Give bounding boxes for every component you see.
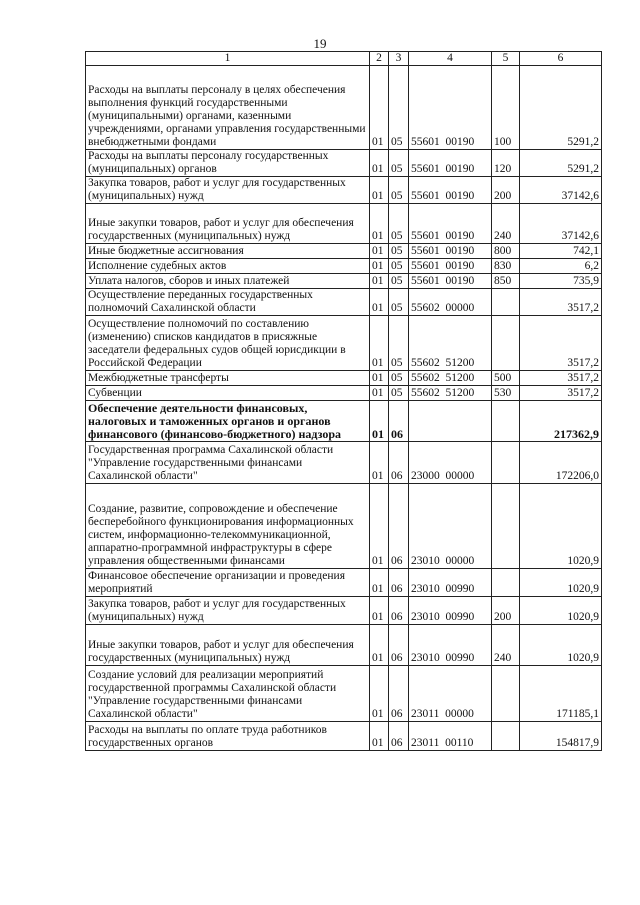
row-amount: 5291,2: [520, 66, 602, 150]
row-expense-type: 200: [492, 597, 520, 625]
row-name: Иные бюджетные ассигнования: [86, 244, 370, 259]
table-row: [86, 244, 602, 259]
row-amount: 3517,2: [520, 386, 602, 401]
row-name: Закупка товаров, работ и услуг для государственных (муниципальных) нужд: [86, 597, 370, 625]
table-row: [86, 666, 602, 722]
row-article: 23011 00110: [409, 722, 492, 751]
row-article: [409, 401, 492, 442]
col-header-amount: 6: [520, 52, 602, 66]
row-subsection: 05: [389, 204, 409, 244]
row-article: 23011 00000: [409, 666, 492, 722]
table-row: [86, 625, 602, 666]
row-name: Исполнение судебных актов: [86, 259, 370, 274]
table-row: [86, 66, 602, 150]
row-amount: 3517,2: [520, 289, 602, 316]
row-amount: 5291,2: [520, 150, 602, 177]
row-section: 01: [370, 150, 389, 177]
row-expense-type: [492, 484, 520, 569]
row-article: 23010 00990: [409, 569, 492, 597]
row-amount: 217362,9: [520, 401, 602, 442]
row-section: 01: [370, 386, 389, 401]
row-article: 55601 00190: [409, 274, 492, 289]
row-expense-type: [492, 569, 520, 597]
col-header-section: 2: [370, 52, 389, 66]
row-name: Расходы на выплаты по оплате труда работников государственных органов: [86, 722, 370, 751]
table-header-row: [86, 52, 602, 66]
table-body: [86, 66, 602, 751]
table-row: [86, 597, 602, 625]
row-subsection: 05: [389, 150, 409, 177]
row-section: 01: [370, 274, 389, 289]
row-name: Расходы на выплаты персоналу государственных (муниципальных) органов: [86, 150, 370, 177]
table-row: [86, 569, 602, 597]
table-row: [86, 259, 602, 274]
table-row: [86, 204, 602, 244]
row-name: Государственная программа Сахалинской области "Управление государственными финансами Сахалинской области": [86, 442, 370, 484]
row-name: Осуществление полномочий по составлению (изменению) списков кандидатов в присяжные заседатели федеральных судов общей юрисдикции в Российской Федерации: [86, 316, 370, 371]
row-article: 55601 00190: [409, 244, 492, 259]
row-section: 01: [370, 484, 389, 569]
row-article: 55601 00190: [409, 204, 492, 244]
row-section: 01: [370, 204, 389, 244]
row-section: 01: [370, 316, 389, 371]
row-amount: 1020,9: [520, 569, 602, 597]
row-subsection: 05: [389, 371, 409, 386]
row-subsection: 05: [389, 289, 409, 316]
row-name: Создание, развитие, сопровождение и обеспечение бесперебойного функционирования информационных систем, информационно-телекоммуникационной, аппаратно-программной инфраструктуры в сфере управления общественными финансами: [86, 484, 370, 569]
row-amount: 154817,9: [520, 722, 602, 751]
col-header-subsection: 3: [389, 52, 409, 66]
row-expense-type: 240: [492, 204, 520, 244]
row-subsection: 06: [389, 401, 409, 442]
row-subsection: 05: [389, 244, 409, 259]
table-row: [86, 289, 602, 316]
row-name: Субвенции: [86, 386, 370, 401]
row-subsection: 05: [389, 259, 409, 274]
row-article: 23010 00990: [409, 625, 492, 666]
row-subsection: 06: [389, 722, 409, 751]
row-section: 01: [370, 597, 389, 625]
row-section: 01: [370, 289, 389, 316]
row-name: Иные закупки товаров, работ и услуг для обеспечения государственных (муниципальных) нужд: [86, 204, 370, 244]
row-article: 55602 51200: [409, 371, 492, 386]
row-amount: 3517,2: [520, 316, 602, 371]
row-article: 55602 51200: [409, 386, 492, 401]
row-name: Финансовое обеспечение организации и проведения мероприятий: [86, 569, 370, 597]
row-article: 23000 00000: [409, 442, 492, 484]
row-subsection: 06: [389, 442, 409, 484]
table-row: [86, 484, 602, 569]
row-expense-type: [492, 401, 520, 442]
table-row: [86, 722, 602, 751]
row-name: Уплата налогов, сборов и иных платежей: [86, 274, 370, 289]
row-article: 55601 00190: [409, 150, 492, 177]
row-expense-type: [492, 722, 520, 751]
row-name: Межбюджетные трансферты: [86, 371, 370, 386]
row-name: Обеспечение деятельности финансовых, налоговых и таможенных органов и органов финансового (финансово-бюджетного) надзора: [86, 401, 370, 442]
budget-table: [85, 51, 602, 751]
row-section: 01: [370, 442, 389, 484]
row-amount: 735,9: [520, 274, 602, 289]
row-section: 01: [370, 625, 389, 666]
col-header-article: 4: [409, 52, 492, 66]
row-amount: 171185,1: [520, 666, 602, 722]
row-amount: 3517,2: [520, 371, 602, 386]
page-number: 19: [313, 36, 327, 51]
row-expense-type: 800: [492, 244, 520, 259]
table-row: [86, 150, 602, 177]
row-section: 01: [370, 401, 389, 442]
row-expense-type: 200: [492, 177, 520, 204]
row-amount: 172206,0: [520, 442, 602, 484]
row-article: 55602 51200: [409, 316, 492, 371]
row-article: 23010 00000: [409, 484, 492, 569]
row-amount: 1020,9: [520, 484, 602, 569]
row-amount: 37142,6: [520, 177, 602, 204]
row-subsection: 06: [389, 666, 409, 722]
row-subsection: 05: [389, 316, 409, 371]
row-amount: 37142,6: [520, 204, 602, 244]
row-amount: 742,1: [520, 244, 602, 259]
row-amount: 1020,9: [520, 625, 602, 666]
row-section: 01: [370, 259, 389, 274]
row-subsection: 05: [389, 274, 409, 289]
table-row: [86, 442, 602, 484]
row-name: Закупка товаров, работ и услуг для государственных (муниципальных) нужд: [86, 177, 370, 204]
row-name: Создание условий для реализации мероприятий государственной программы Сахалинской области "Управление государственными финансами Сахалинской области": [86, 666, 370, 722]
row-section: 01: [370, 371, 389, 386]
row-expense-type: [492, 666, 520, 722]
row-subsection: 06: [389, 625, 409, 666]
row-article: 23010 00990: [409, 597, 492, 625]
row-article: 55601 00190: [409, 259, 492, 274]
col-header-name: 1: [86, 52, 370, 66]
row-expense-type: 120: [492, 150, 520, 177]
row-expense-type: [492, 316, 520, 371]
row-article: 55602 00000: [409, 289, 492, 316]
row-name: Осуществление переданных государственных полномочий Сахалинской области: [86, 289, 370, 316]
row-article: 55601 00190: [409, 66, 492, 150]
row-section: 01: [370, 66, 389, 150]
row-name: Иные закупки товаров, работ и услуг для обеспечения государственных (муниципальных) нужд: [86, 625, 370, 666]
row-subsection: 06: [389, 597, 409, 625]
row-article: 55601 00190: [409, 177, 492, 204]
row-subsection: 06: [389, 569, 409, 597]
table-row: [86, 316, 602, 371]
table-row: [86, 371, 602, 386]
table-row: [86, 177, 602, 204]
row-name: Расходы на выплаты персоналу в целях обеспечения выполнения функций государственными (муниципальными) органами, казенными учреждениями, органами управления государственными внебюджетными фондами: [86, 66, 370, 150]
row-subsection: 06: [389, 484, 409, 569]
row-expense-type: 240: [492, 625, 520, 666]
row-section: 01: [370, 666, 389, 722]
col-header-expense-type: 5: [492, 52, 520, 66]
table-row: [86, 386, 602, 401]
row-subsection: 05: [389, 386, 409, 401]
row-expense-type: 830: [492, 259, 520, 274]
row-amount: 1020,9: [520, 597, 602, 625]
row-expense-type: 850: [492, 274, 520, 289]
row-section: 01: [370, 177, 389, 204]
row-expense-type: 500: [492, 371, 520, 386]
row-subsection: 05: [389, 66, 409, 150]
row-expense-type: 530: [492, 386, 520, 401]
row-section: 01: [370, 244, 389, 259]
row-amount: 6,2: [520, 259, 602, 274]
row-expense-type: 100: [492, 66, 520, 150]
row-expense-type: [492, 289, 520, 316]
table-row: [86, 274, 602, 289]
row-section: 01: [370, 722, 389, 751]
table-row: [86, 401, 602, 442]
row-section: 01: [370, 569, 389, 597]
row-expense-type: [492, 442, 520, 484]
row-subsection: 05: [389, 177, 409, 204]
